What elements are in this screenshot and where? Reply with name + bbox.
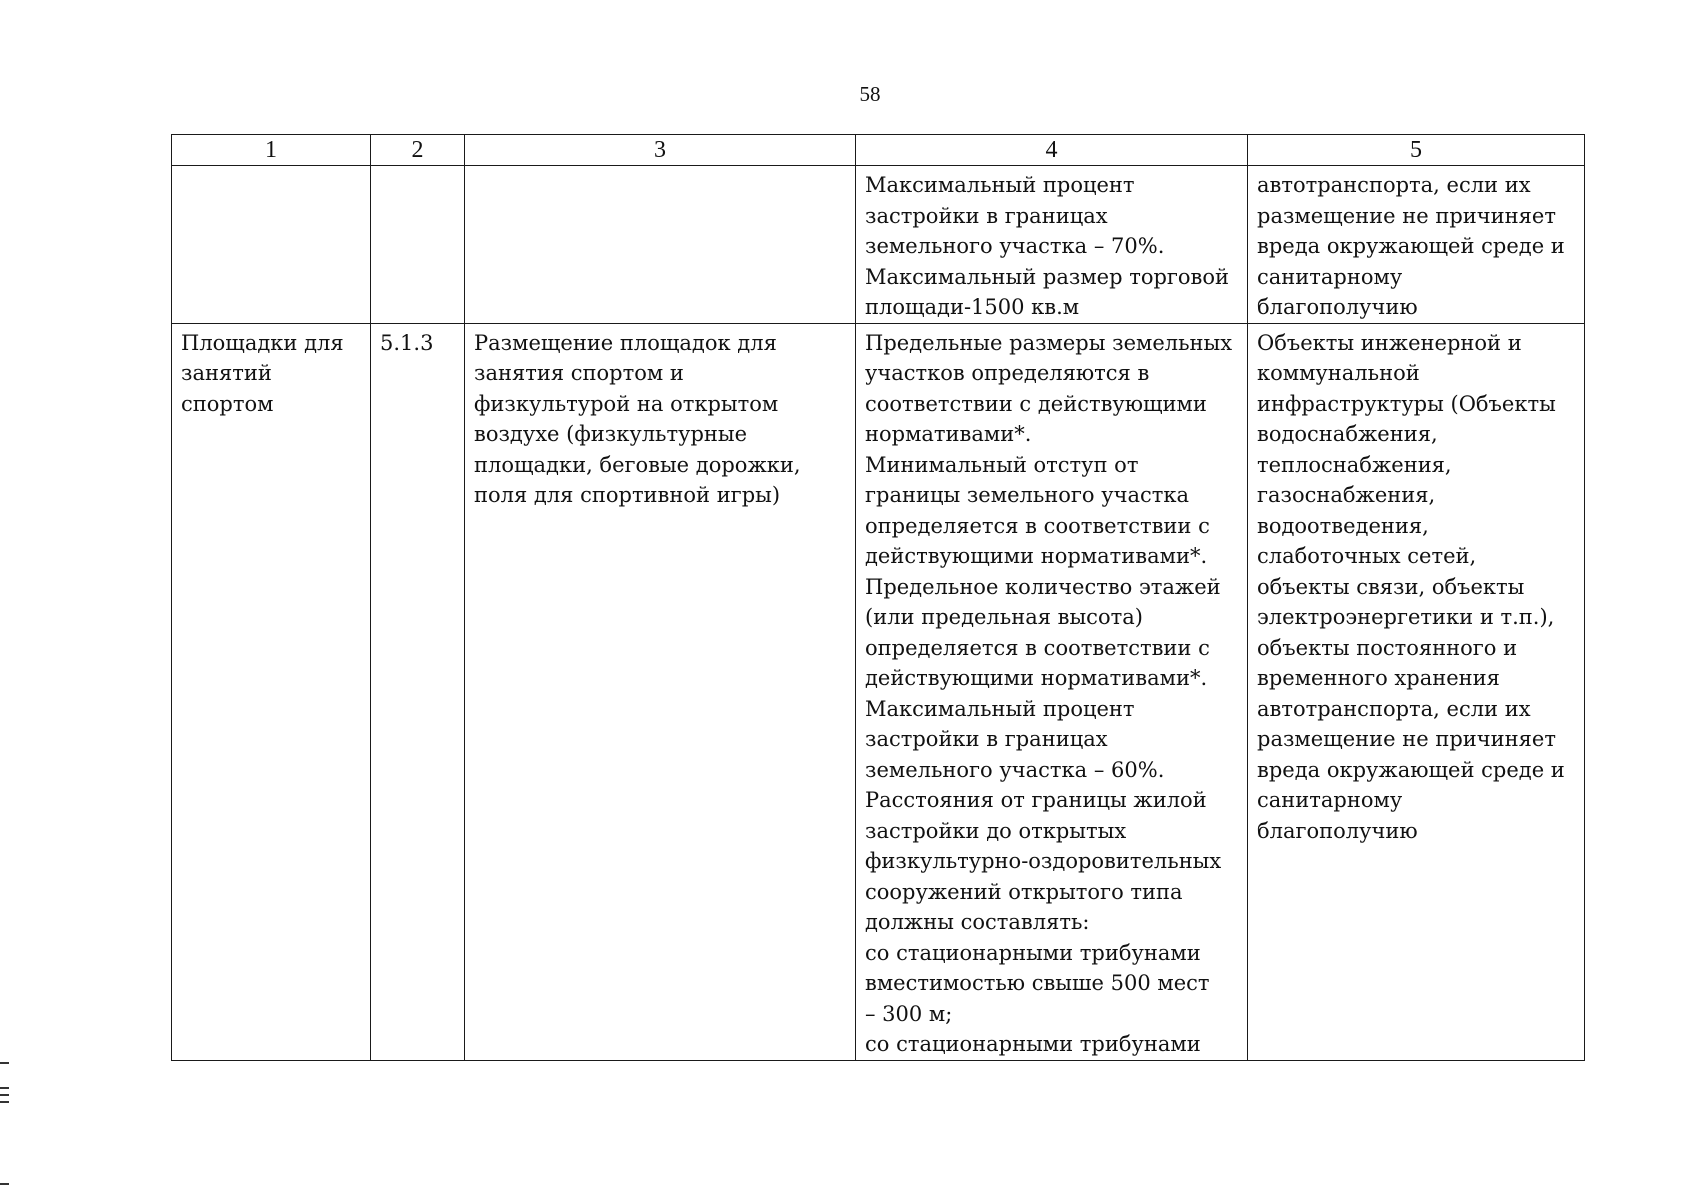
- text-line: земельного участка – 70%.: [865, 234, 1165, 258]
- column-header-5: 5: [1248, 135, 1585, 166]
- column-header-4: 4: [856, 135, 1248, 166]
- text-line: – 300 м;: [865, 1001, 953, 1026]
- text-line: со стационарными трибунами: [865, 1032, 1201, 1056]
- text-line: границы земельного участка: [865, 483, 1190, 507]
- page-number: 58: [859, 82, 881, 106]
- text-line: электроэнергетики и т.п.),: [1257, 605, 1555, 629]
- text-line: автотранспорта, если их: [1257, 173, 1531, 197]
- text-line: временного хранения: [1257, 666, 1500, 690]
- text-line: застройки в границах: [865, 727, 1108, 751]
- cell-empty: [371, 166, 465, 324]
- text-line: занятий: [181, 361, 272, 385]
- cell-empty: [465, 166, 856, 324]
- text-line: определяется в соответствии с: [865, 513, 1210, 538]
- text-line: физкультурой на открытом: [474, 391, 779, 416]
- text-line: площадки, беговые дорожки,: [474, 452, 801, 477]
- text-line: спортом: [181, 391, 274, 416]
- text-line: коммунальной: [1257, 361, 1420, 385]
- text-line: санитарному: [1257, 264, 1403, 289]
- margin-mark: [0, 1183, 9, 1185]
- margin-mark: [0, 1087, 9, 1089]
- cell-use-code: 5.1.3: [371, 323, 465, 1060]
- text-line: Предельное количество этажей: [865, 574, 1221, 599]
- text-line: со стационарными трибунами: [865, 940, 1201, 965]
- margin-mark: [0, 1101, 9, 1103]
- text-line: слаботочных сетей,: [1257, 544, 1477, 568]
- text-line: земельного участка – 60%.: [865, 757, 1165, 782]
- text-line: Максимальный размер торговой: [865, 264, 1230, 289]
- text-line: застройки в границах: [865, 203, 1108, 228]
- text-line: объекты связи, объекты: [1257, 574, 1525, 599]
- cell-parameters-continued: [856, 166, 1248, 324]
- text-line: благополучию: [1257, 295, 1418, 319]
- text-line: действующими нормативами*.: [865, 544, 1208, 568]
- text-line: водоотведения,: [1257, 513, 1429, 538]
- text-line: автотранспорта, если их: [1257, 696, 1531, 721]
- column-header-2: 2: [371, 135, 465, 166]
- margin-mark: [0, 1094, 9, 1096]
- text-line: Максимальный процент: [865, 173, 1135, 197]
- table-header-row: [172, 135, 1585, 166]
- text-line: действующими нормативами*.: [865, 666, 1208, 690]
- text-line: Минимальный отступ от: [865, 452, 1139, 477]
- cell-empty: [172, 166, 371, 324]
- text-line: Площадки для: [181, 330, 344, 355]
- text-line: размещение не причиняет: [1257, 203, 1556, 228]
- cell-parameters: [856, 323, 1248, 1060]
- text-line: Размещение площадок для: [474, 330, 777, 355]
- text-line: водоснабжения,: [1257, 422, 1438, 446]
- text-line: (или предельная высота): [865, 605, 1143, 629]
- text-line: вреда окружающей среде и: [1257, 757, 1565, 782]
- text-line: размещение не причиняет: [1257, 727, 1556, 751]
- text-line: поля для спортивной игры): [474, 483, 781, 507]
- column-header-1: 1: [172, 135, 371, 166]
- text-line: нормативами*.: [865, 422, 1032, 446]
- text-line: сооружений открытого типа: [865, 879, 1183, 904]
- cell-auxiliary-continued: [1248, 166, 1585, 324]
- cell-use-type-name: [172, 323, 371, 1060]
- column-header-3: 3: [465, 135, 856, 166]
- text-line: благополучию: [1257, 818, 1418, 843]
- text-line: занятия спортом и: [474, 361, 684, 385]
- text-line: санитарному: [1257, 788, 1403, 812]
- text-line: Максимальный процент: [865, 696, 1135, 721]
- text-line: определяется в соответствии с: [865, 635, 1210, 660]
- cell-auxiliary-uses: [1248, 323, 1585, 1060]
- regulations-table: [171, 134, 1585, 1061]
- text-line: теплоснабжения,: [1257, 452, 1452, 477]
- text-line: застройки до открытых: [865, 818, 1127, 843]
- text-line: Предельные размеры земельных: [865, 330, 1233, 355]
- margin-mark: [0, 1062, 9, 1064]
- table-row: [172, 323, 1585, 1060]
- text-line: инфраструктуры (Объекты: [1257, 391, 1556, 416]
- text-line: Объекты инженерной и: [1257, 330, 1522, 355]
- text-line: Расстояния от границы жилой: [865, 788, 1207, 812]
- text-line: воздухе (физкультурные: [474, 422, 748, 446]
- text-line: вреда окружающей среде и: [1257, 234, 1565, 258]
- text-line: вместимостью свыше 500 мест: [865, 971, 1210, 995]
- text-line: участков определяются в: [865, 361, 1150, 385]
- text-line: объекты постоянного и: [1257, 635, 1518, 660]
- text-line: физкультурно-оздоровительных: [865, 849, 1222, 873]
- text-line: соответствии с действующими: [865, 391, 1207, 416]
- table-row-continued: [172, 166, 1585, 324]
- text-line: должны составлять:: [865, 910, 1090, 934]
- text-line: площади-1500 кв.м: [865, 295, 1080, 319]
- text-line: газоснабжения,: [1257, 483, 1436, 507]
- cell-use-description: [465, 323, 856, 1060]
